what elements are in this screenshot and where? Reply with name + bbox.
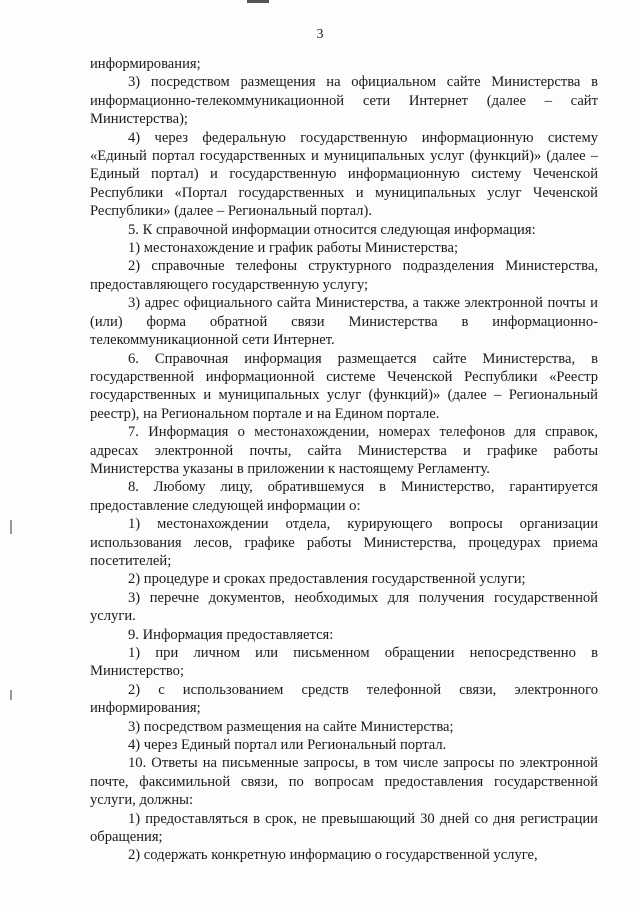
document-body <box>90 55 598 865</box>
paragraph: 2) содержать конкретную информацию о государственной услуге, <box>128 847 538 864</box>
scan-artifact <box>10 690 12 700</box>
paragraph: 10. Ответы на письменные запросы, в том числе запросы по электронной почте, факсимильной связи, по вопросам предоставления государственной услуги, должны: <box>90 755 598 809</box>
page-number: 3 <box>316 27 324 42</box>
paragraph: 9. Информация предоставляется: <box>128 626 334 643</box>
paragraph: 3) посредством размещения на сайте Министерства; <box>128 718 454 735</box>
paragraph: 8. Любому лицу, обратившемуся в Министерство, гарантируется предоставление следующей информации о: <box>90 479 598 514</box>
paragraph: 4) через Единый портал или Региональный портал. <box>128 737 447 754</box>
paragraph: 4) через федеральную государственную информационную систему «Единый портал государственных и муниципальных услуг (функций)» (далее – Единый портал) и государственную информационную систему Чеченской Республики «Портал государственных и муниципальных услуг Чеченской Республики» (далее – Региональный портал). <box>90 129 598 220</box>
paragraph: 2) с использованием средств телефонной связи, электронного информирования; <box>90 681 598 717</box>
paragraph: 2) процедуре и сроках предоставления государственной услуги; <box>128 571 526 588</box>
paragraph: 3) перечне документов, необходимых для получения государственной услуги. <box>90 589 598 625</box>
scan-artifact <box>10 520 12 534</box>
paragraph: 1) при личном или письменном обращении непосредственно в Министерство; <box>90 645 598 680</box>
paragraph: информирования; <box>90 56 201 72</box>
paragraph: 3) адрес официального сайта Министерства, а также электронной почты и (или) форма обратной связи Министерства в информационно-телекоммуникационной сети Интернет. <box>90 295 598 349</box>
paragraph: 3) посредством размещения на официальном сайте Министерства в информационно-телекоммуникационной сети Интернет (далее – сайт Министерства); <box>90 74 598 128</box>
paragraph: 6. Справочная информация размещается сайте Министерства, в государственной информационной системе Чеченской Республики «Реестр государственных и муниципальных услуг (функций)» (далее – Региональный реестр), на Региональном портале и на Едином портале. <box>90 350 598 422</box>
paragraph: 1) местонахождение и график работы Министерства; <box>128 240 459 257</box>
paragraph: 7. Информация о местонахождении, номерах телефонов для справок, адресах электронной почты, сайта Министерства и графике работы Министерства указаны в приложении к настоящему Регламенту. <box>90 424 598 477</box>
paragraph: 1) местонахождении отдела, курирующего вопросы организации использования лесов, графике работы Министерства, процедурах приема посетителей; <box>90 516 598 569</box>
scan-artifact <box>247 0 269 3</box>
paragraph: 2) справочные телефоны структурного подразделения Министерства, предоставляющего государственную услугу; <box>90 258 598 293</box>
paragraph: 5. К справочной информации относится следующая информация: <box>128 221 536 238</box>
paragraph: 1) предоставляться в срок, не превышающий 30 дней со дня регистрации обращения; <box>90 810 598 846</box>
